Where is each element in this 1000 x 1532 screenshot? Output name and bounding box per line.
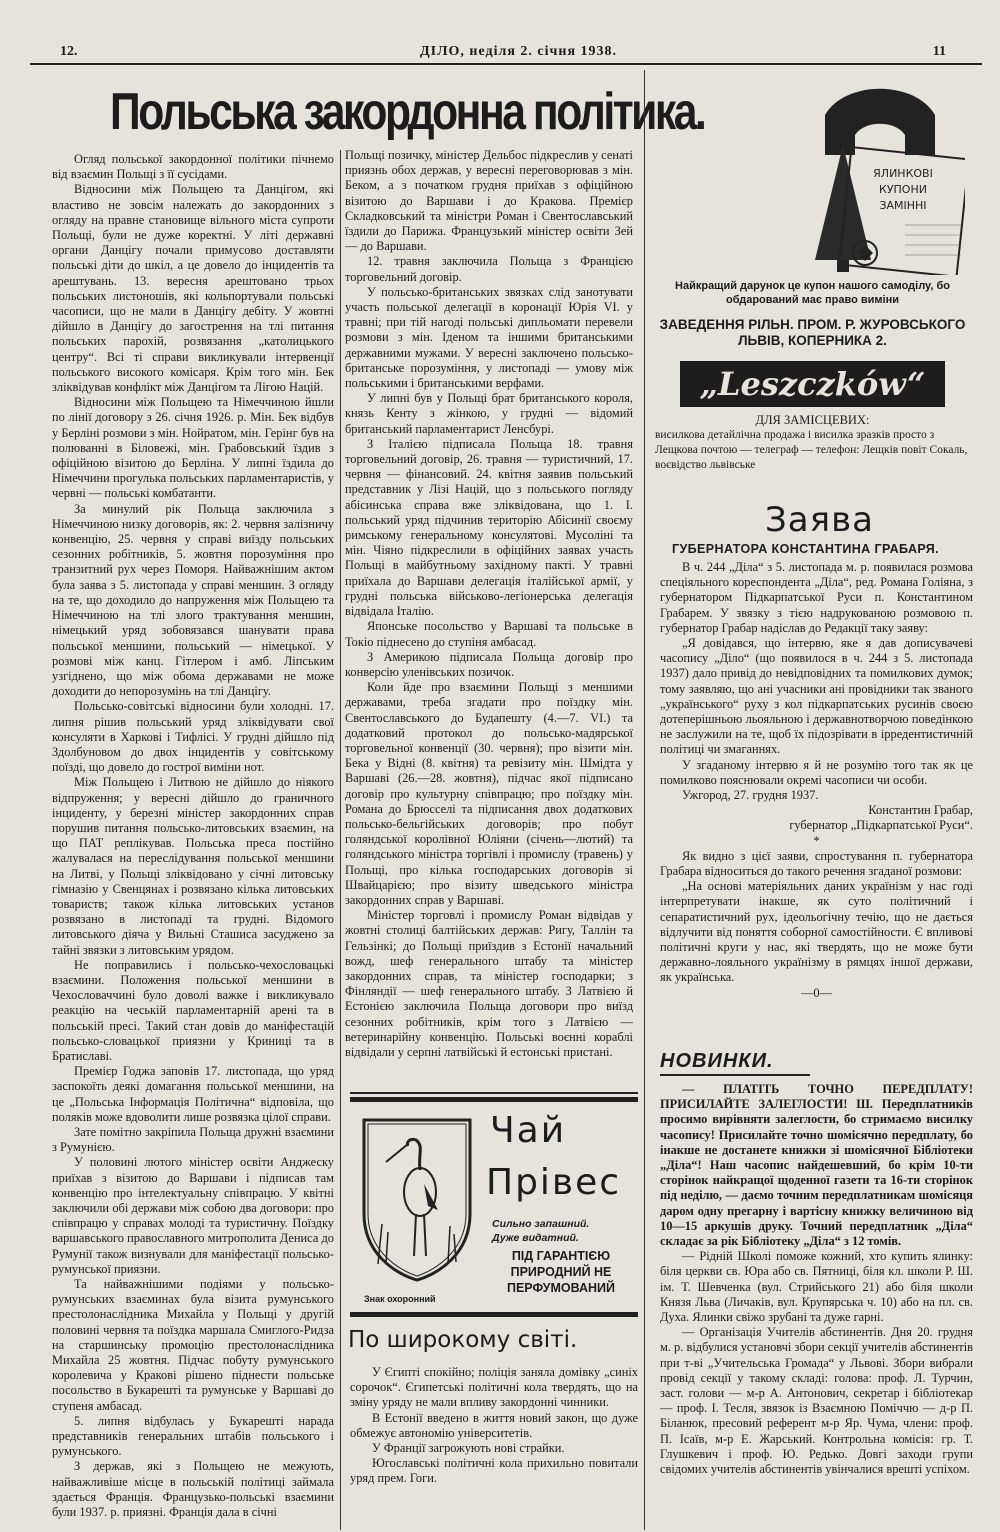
coupon-word-1: ЯЛИНКОВІ	[873, 167, 933, 180]
brand-logo: „Leszczków“	[680, 361, 945, 407]
coupon-word-3: ЗАМІННІ	[879, 199, 927, 212]
paragraph: В Естонії введено в життя новий закон, що дуже обмежує автономію університетів.	[350, 1410, 638, 1440]
world-news-title: По широкому світі.	[348, 1327, 578, 1353]
paragraph: Ужгород, 27. грудня 1937.	[682, 788, 819, 803]
header-rule	[30, 63, 982, 65]
paragraph: Та найважнішими подіями у польсько-румунських взаєминах була візита румунського престолонаслідника Михайла у Польщі у другій половині червня та поїздка маршала Смиглого-Ридза на старшинську промоцію престолонаслідника Михайла 25 жовтня. Підчас побуту румунського королевича у Кракові рішено піднести польське посольство в Букарешті та румунське у Варшаві до ступеня амбасад.	[52, 1277, 334, 1413]
paragraph: За минулий рік Польща заключила з Німеччиною низку договорів, як: 2. червня залізничу конвенцію, 25. червня у справі виїзду польських сезонних робітників, 5. жовтня порозуміння про транзитний рух через Поморя. Найважнішим актом була заява з 5. листопада у справі меншин. З огляду на те, що доходило до напруження між Польщею та Німеччиною на тлі злого трактування меншин, німецький уряд зобовязався шанувати права польської меншини, польський — німецької. У розмові між канц. Гітлером і амб. Ліпським узгіднено, що між обома державами не може доходити до непорозумінь на тлі Данцігу.	[52, 501, 334, 699]
paragraph: У згаданому інтервю я й не розумію того так як це помилково пояснювали окремі часописи чи особи.	[660, 757, 973, 787]
coupon-ad-text	[655, 279, 970, 473]
paragraph: З Америкою підписала Польща договір про конверсію уленівських позичок.	[345, 649, 633, 679]
tea-brand-line-2: Прівес	[486, 1162, 622, 1203]
paragraph: „Я довідався, що інтервю, яке я дав дописувачеві часопису „Діло“ (що появилося в ч. 244 з 5. листопада 1937) дало привід до невідповідних та помилкових думок; тому заявляю, що ані учасники ані провідники так званого „українського“ руху з кол підкарпатських русинів своєю дотеперішньою льояльною і державнотворчою поведінкою не заслужили на те, щоб їх підозрівати в ірредентистичній політиці чи змаганнях.	[660, 636, 973, 757]
paragraph: З Італією підписала Польща 18. травня торговельний договір, 26. травня — туристичний, 17. червня — фінансовий. 24. квітня заявив польський представник у Лізі Націй, що з польського погляду абісинська справа вже зліквідована, що 1. І. польський уряд підчинив територію Абісинії своєму римському генеральному консулятові. Мусоліні та мін. Чіяно підкреслили в офіційних заявах участь Польщі в майбутньому західному пакті. У травні приїхала до Варшави делегація італійської армії, у грудні польська військово-легіонерська делегація відвідала Італію.	[345, 436, 633, 619]
signature-name: Константин Грабар,	[868, 803, 973, 818]
ad-company: ЗАВЕДЕННЯ РІЛЬН. ПРОМ. Р. ЖУРОВСЬКОГО	[659, 317, 966, 332]
paragraph: Не поправились і польсько-чехословацькі взаємини. Положення польської меншини в Чехословаччині було доволі важке і викликувало реакцію на чеській парламентарній арені та в польській пресі. Такий стан довів до маніфестацій польсько-словацької приязни у Криниці та в Братиславі.	[52, 957, 334, 1063]
paragraph: У Франції загрожують нові страйки.	[372, 1441, 565, 1456]
column-divider	[340, 150, 341, 1530]
tea-guarantee: ПІД ГАРАНТІЄЮ ПРИРОДНИЙ НЕ ПЕРФУМОВАНИЙ	[506, 1249, 616, 1295]
page-number-left: 12.	[60, 44, 78, 59]
tea-advertisement	[350, 1097, 638, 1317]
column-divider	[644, 70, 645, 1530]
paragraph: Зате помітно закріпила Польща дружні взаємини з Румунією.	[52, 1125, 334, 1155]
paragraph: У Єгипті спокійно; поліція заняла домівку „синіх сорочок“. Єгипетські політичні кола твердять, що на зміну уряду не мали впливу закордонні чинники.	[350, 1365, 638, 1410]
paragraph: У польсько-британських звязках слід занотувати участь польської делегації в коронації Юрія VI. у травні; при тій нагоді польські дипльомати перевели розмови з мін. Іденом та іншими британськими державними мужами. У вересні заключено польсько-британське порозуміння, у листопаді — умову між польськими і британськими верфами.	[345, 284, 633, 391]
paragraph: Японське посольство у Варшаві та польське в Токіо піднесено до ступіня амбасад.	[345, 619, 633, 649]
tea-slogan-2: Дуже видатний.	[492, 1232, 579, 1244]
ad-address: ЛЬВІВ, КОПЕРНИКА 2.	[738, 333, 887, 348]
tea-brand-line-1: Чай	[490, 1110, 567, 1151]
emblem-caption: Знак охоронний	[364, 1294, 436, 1304]
stork-emblem-icon	[358, 1114, 476, 1282]
ad-subheading: ДЛЯ ЗАМІСЦЕВИХ:	[755, 413, 870, 427]
article-column-2	[345, 148, 633, 1088]
page-number-right: 11	[932, 44, 946, 59]
paragraph: Югославські політичні кола прихильно повитали уряд прем. Гоги.	[350, 1456, 638, 1486]
paragraph: — ПЛАТІТЬ ТОЧНО ПЕРЕДПЛАТУ! ПРИСИЛАЙТЕ ЗАЛЕГЛОСТИ! Ш. Передплатників просимо вирівняти залеглости, бо стримаємо висилку часопису! Присилайте точно шомісячно передплату, бо інакше не достанете книжки зі шомісячної Бібліотеки „Діла“! Наш часопис найдешевший, бо крім 10-ти сторінок найкращої щоденної газети та 16-ти сторінок під неділю, — даємо точним передплатникам шомісяця даром одну прегарну і вартісну книжку величиною від 10—15 аркушів друку. Точний передплатник „Діла“ складає за рік Бібліотеку „Діла“ з 12 томів.	[660, 1082, 973, 1249]
paragraph: Відносини між Польщею та Данцігом, які властиво не зовсім належать до закордонних з огляду на правне становище вільного міста супроти Польщі, були не дуже коректні. У літі державні органи Данцігу почали примусово доставляти польські діти до шкіл, а це довело до інцидентів та арештувань. 13. вересня арештовано трьох польських листоношів, які кольпортували польські часописи, що не мали в Данцігу дебіту. У жовтні дійшло в Данцігу до загострення на тлі питання польських парохій, розвязання „католицького центру“. Всі ті справи викликували інтервенції польського високого комісаря. Крім того мін. Бек зліквідував конфлікт між Данцігом та Лігою Націй.	[52, 182, 334, 395]
coupon-word-2: КУПОНИ	[879, 183, 927, 196]
article-column-1	[52, 152, 334, 1527]
masthead-date: ДІЛО, неділя 2. січня 1938.	[420, 44, 618, 59]
paragraph: Міністер торговлі і промислу Роман відвідав у жовтні столиці балтійських держав: Ригу, Таллін та Гельзінкі; до Польщі приїздив з Естонії начальний вожд, шеф генерального штабу та міністер закордонних справ, та міністер господарки; з Фінляндії — шеф генерального штабу. З Латвією й Естонією заключила Польща договори про виїзд сезонних робітників, крім того з Латвією — ветеринарійну конвенцію. Польські воєнні кораблі відвідали у серпні латвійські й естонські пристані.	[345, 908, 633, 1059]
paragraph: Коли йде про взаємини Польщі з меншими державами, треба згадати про поїздку мін. Свентославського до Будапешту (4.—7. VI.) та додатковий протокол до польсько-мадярської торговельної конвенції (30. червня); про візити мін. Бека у Відні (8. квітня) та ревізиту мін. Шмідта у Варшаві (26.—28. жовтня), підчас якої підписано договір про культурну співпрацю; про поїздку мін. Романа до Брюсселі та підписання двох додаткових польсько-бельгійських договорів; про побут голяндської королівної Юліяни (січень—лютий) та голяндського міністра торгівлі і промислу (травень) у Польщі, про кілька господарських договорів зі Швайцарією; про візиту шведського міністра закордонних справ у Варшаві.	[345, 680, 633, 907]
christmas-coupon-illustration-icon	[785, 75, 965, 275]
section-rule	[350, 1092, 638, 1094]
signature-title: губернатор „Підкарпатської Руси“.	[789, 818, 973, 833]
paragraph: У липні був у Польщі брат британського короля, князь Кенту з жінкою, у грудні — відомий британський парламентарист Ленсбурі.	[345, 391, 633, 436]
paragraph: Відносини між Польщею та Німеччиною йшли по лінії договору з 26. січня 1926. р. Мін. Бек відбув у Берліні розмови з мін. Нойратом, мін. Герінг був на полюванні в Біловежі, мін. Грабовський їздив з офіційною візитою до Берліна. У липні їздила до Німеччини прогулька польських парламентаристів, у червні — польські комбатанти.	[52, 395, 334, 501]
statement-subtitle: ГУБЕРНАТОРА КОНСТАНТИНА ГРАБАРЯ.	[672, 542, 940, 556]
paragraph: 5. липня відбулась у Букарешті нарада представників генеральних штабів польського і румунського.	[52, 1413, 334, 1459]
statement-column	[660, 560, 973, 1040]
separator-star: *	[813, 833, 820, 848]
paragraph: У половині лютого міністер освіти Анджеску приїхав з візитою до Варшави і підписав там конвенцію про інтелектуальну співпрацю. У квітні заключили обі держави між собою два договори: про співпрацю у справах молоді та туристичну. Поїздку варшавського православного митрополита Дениса до Румунії також визнували для маніфестації польсько-румунської приязни.	[52, 1155, 334, 1276]
end-mark: —0—	[801, 985, 832, 1000]
article-title: Польська закордонна політика.	[110, 83, 705, 141]
paragraph: В ч. 244 „Діла“ з 5. листопада м. р. появилася розмова спеціяльного кореспондента „Діла“, ред. Романа Голіяна, з губернатором Підкарпатської Руси п. Константином Грабарем. У звязку з тією надрукованою розмовою п. губернатор Грабар надіслав до Редакції таку заяву:	[660, 560, 973, 635]
paragraph: Польщі позичку, міністер Дельбос підкреслив у сенаті приязнь обох держав, у вересні переговорював з мін. Беком, а з початком грудня приїхав з офіційною візитою до Варшави і до Кракова. Премієр Складковський та міністри Роман і Свентославський їздили до Парижа. Французький міністер освіти Зей — до Варшави.	[345, 148, 633, 254]
paragraph: З держав, які з Польщею не межують, найважливіше місце в польській політиці займала здається Франція. Французько-польські взаємини були 1937. р. приязні. Франція дала в січні	[52, 1459, 334, 1520]
paragraph: — Організація Учителів абстинентів. Дня 20. грудня м. р. відбулися установчі збори секції учителів абстинентів при т-ві „Учительська Громада“ у Львові. Збори вибрали провід секції у такому складі: голова: проф. Л. Турчин, заст. голови — м-р А. Антонович, секретар і бібліотекар — проф. І. Тесля, звязок із Взаємною Поміччю — д-р П. Біланюк, пресовий референт м-р Яр. Чума, члени: проф. П. Ісаїв, м-р Е. Жарський. Контрольна комісія: гр. Т. Глушкевич і проф. Ю. Редько. Довгі заходи групи свідомих учителів абстинентів увінчалися врешті успіхом.	[660, 1325, 973, 1477]
news-section-title: НОВИНКИ.	[660, 1050, 810, 1076]
paragraph: „На основі матеріяльних даних українізм у нас годі інтерпретувати інакше, як суто політичний і сепаратистичний рух, ідеольогічну течію, що не дається відлучити від поняття соборної самостійности. Є впливові політичні круги у нас, які твердять, що не може бути державно-лояльного українізму в рямцях іншої держави, як українська.	[660, 879, 973, 985]
statement-title: Заява	[765, 500, 874, 540]
tea-slogan-1: Сильно запашний.	[492, 1218, 590, 1230]
paragraph: — Рідній Школі поможе кожний, хто купить ялинку: біля церкви св. Юра або св. Пятниці, біля кл. школи Р. Ш. ім. Т. Шевченка (вул. Стрийського 21) або біля школи Князя Льва (Личаків, вул. Крупярська ч. 10) або на пл. св. Духа. Ялинки свіжо зрубані та дуже гарні.	[660, 1249, 973, 1325]
paragraph: Огляд польської закордонної політики пічнемо від взаємин Польщі з її сусідами.	[52, 152, 334, 182]
ad-details: висилкова детайлічна продажа і висилка зразків просто з Лещкова почтою — телеграф — телефон: Лещків повіт Сокаль, воєвідство львівське	[655, 429, 968, 471]
news-column	[660, 1082, 973, 1527]
paragraph: Премієр Годжа заповів 17. листопада, що уряд заспокоїть деякі домагання польської меншини, на це „Польська Інформація Політична“ відповіла, що поляків може вдоволити лише розвязка цілої справи.	[52, 1064, 334, 1124]
paragraph: Між Польщею і Литвою не дійшло до ніякого відпруження; у вересні дійшло до граничного інциденту, у березні міністер закордонних справ порушив питання польсько-литовських взаємин, на що ПАТ реплікував. Польська преса постійно жалувалася на переслідування польської меншини на Литві, у Польщі зліквідовано у січні литовську гімназію у Свенцянах і розвязано кілька литовських товариств; також кілька литовських установ розвязано в листопаді та грудні. Відомого литовського діяча у Вильні Сташиса засуджено за тайні звязки з литовським урядом.	[52, 775, 334, 957]
paragraph: Польсько-совітські відносини були холодні. 17. липня рішив польський уряд зліквідувати свої консуляти в Харкові і Тифлісі. У грудні дійшло під Здолбуновом до двох інцидентів у совітському поїзді, що довело до гострої виміни нот.	[52, 699, 334, 775]
ad-line: Найкращий дарунок це купон нашого самоділу, бо обдарований має право виміни	[675, 280, 950, 306]
paragraph: 12. травня заключила Польща з Францією торговельний договір.	[345, 254, 633, 284]
world-news-column	[350, 1365, 638, 1525]
paragraph: Як видно з цієї заяви, спростування п. губернатора Грабара відноситься до такого речення згаданої розмови:	[660, 848, 973, 879]
coupon-advertisement	[655, 75, 970, 475]
